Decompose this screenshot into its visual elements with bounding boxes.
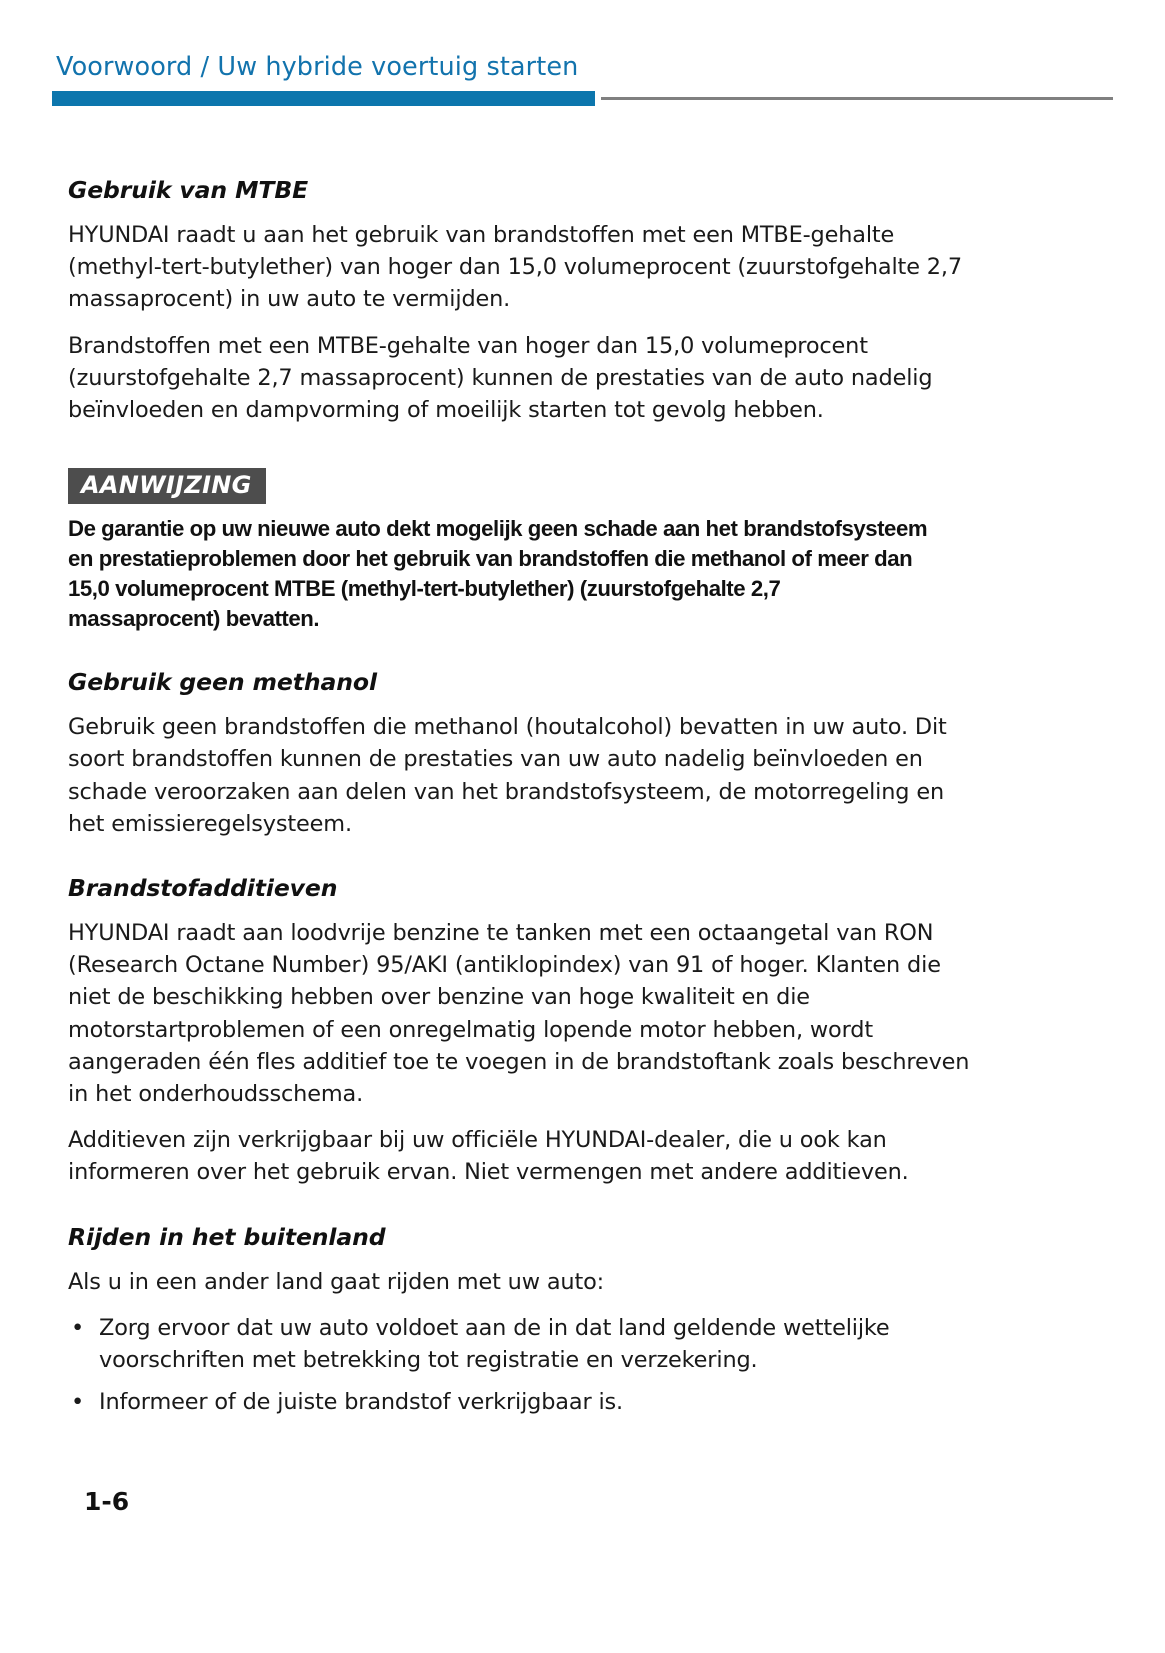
list-item-label: Informeer of de juiste brandstof verkrijgbaar is. [99, 1389, 624, 1416]
paragraph-mtbe-2: Brandstoffen met een MTBE-gehalte van hoger dan 15,0 volumeprocent (zuurstofgehalte 2,7 massaprocent) kunnen de prestaties van de auto nadelig beïnvloeden en dampvorming of moeilijk starten tot gevolg hebben. [68, 332, 933, 424]
section-heading-rijden-in-het-buitenland: Rijden in het buitenland [68, 1222, 386, 1251]
paragraph-additieven-1: HYUNDAI raadt aan loodvrije benzine te tanken met een octaangetal van RON (Research Octane Number) 95/AKI (antiklopindex) van 91 of hoger. Klanten die niet de beschikking hebben over benzine van hoge kwaliteit en die motorstartproblemen of een onregelmatig lopende motor hebben, wordt aangeraden één fles additief toe te voegen in de brandstoftank zoals beschreven in het onderhoudsschema. [68, 920, 970, 1108]
page-number: 1-6 [84, 1487, 130, 1516]
list-item [68, 1312, 980, 1376]
page-content [68, 176, 980, 1418]
notice-tag-label: AANWIJZING [68, 468, 266, 504]
page-header [0, 0, 1165, 110]
list-item [68, 1386, 980, 1418]
header-accent-bar [52, 91, 595, 106]
paragraph-additieven-2: Additieven zijn verkrijgbaar bij uw officiële HYUNDAI-dealer, die u ook kan informeren over het gebruik ervan. Niet vermengen met andere additieven. [68, 1127, 909, 1186]
bullet-icon: • [71, 1389, 85, 1416]
header-divider-line [601, 97, 1113, 100]
section-heading-gebruik-van-mtbe: Gebruik van MTBE [68, 176, 309, 204]
paragraph-mtbe-1: HYUNDAI raadt u aan het gebruik van brandstoffen met een MTBE-gehalte (methyl-tert-butylether) van hoger dan 15,0 volumeprocent (zuurstofgehalte 2,7 massaprocent) in uw auto te vermijden. [68, 222, 962, 313]
notice-aanwijzing [68, 468, 980, 634]
paragraph-buitenland-intro: Als u in een ander land gaat rijden met uw auto: [68, 1268, 605, 1295]
bullet-list-buitenland [68, 1312, 980, 1419]
section-heading-brandstofadditieven: Brandstofadditieven [68, 874, 338, 903]
header-title: Voorwoord / Uw hybride voertuig starten [56, 52, 579, 82]
section-heading-gebruik-geen-methanol: Gebruik geen methanol [68, 668, 377, 697]
list-item-label: Zorg ervoor dat uw auto voldoet aan de in dat land geldende wettelijke voorschriften met betrekking tot registratie en verzekering. [99, 1314, 890, 1374]
notice-body-text: De garantie op uw nieuwe auto dekt mogelijk geen schade aan het brandstofsysteem en prestatieproblemen door het gebruik van brandstoffen die methanol of meer dan 15,0 volumeprocent MTBE (methyl-tert-butylether) (zuurstofgehalte 2,7 massaprocent) bevatten. [68, 516, 928, 632]
paragraph-methanol-1: Gebruik geen brandstoffen die methanol (houtalcohol) bevatten in uw auto. Dit soort brandstoffen kunnen de prestaties van uw auto nadelig beïnvloeden en schade veroorzaken aan delen van het brandstofsysteem, de motorregeling en het emissieregelsysteem. [68, 714, 947, 837]
bullet-icon: • [71, 1314, 85, 1341]
